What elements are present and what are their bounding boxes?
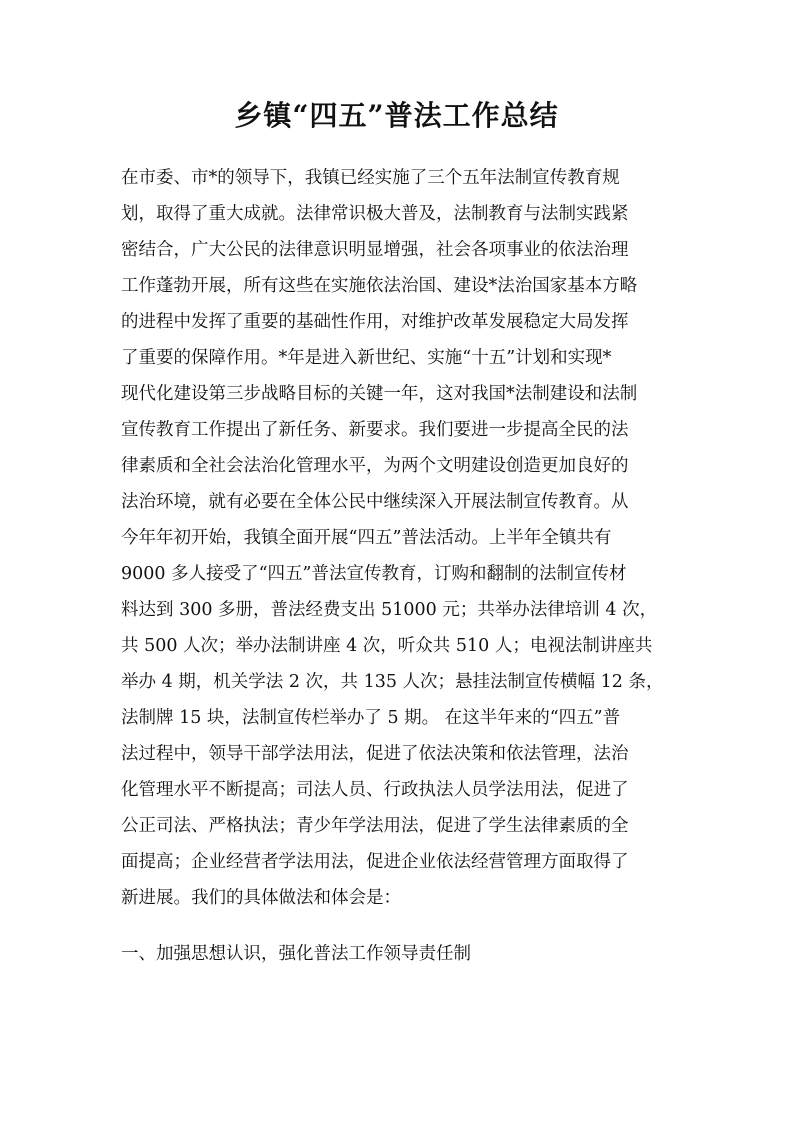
paragraph-line: 密结合，广大公民的法律意识明显增强，社会各项事业的依法治理 — [121, 240, 629, 260]
paragraph-line: 今年年初开始，我镇全面开展“四五”普法活动。上半年全镇共有 — [121, 528, 612, 548]
paragraph-line: 面提高；企业经营者学法用法，促进企业依法经营管理方面取得了 — [121, 852, 629, 872]
paragraph-line: 法制牌 15 块，法制宣传栏举办了 5 期。 在这半年来的“四五”普 — [121, 708, 621, 728]
section-heading: 一、加强思想认识，强化普法工作领导责任制 — [121, 944, 471, 964]
paragraph-line: 9000 多人接受了“四五”普法宣传教育，订购和翻制的法制宣传材 — [121, 564, 627, 584]
paragraph-line: 律素质和全社会法治化管理水平，为两个文明建设创造更加良好的 — [121, 456, 629, 476]
paragraph-line: 料达到 300 多册，普法经费支出 51000 元；共举办法律培训 4 次， — [121, 600, 658, 620]
paragraph-line: 工作蓬勃开展，所有这些在实施依法治国、建设*法治国家基本方略 — [121, 276, 638, 296]
paragraph-line: 的进程中发挥了重要的基础性作用，对维护改革发展稳定大局发挥 — [121, 312, 629, 332]
document-title: 乡镇“四五”普法工作总结 — [234, 99, 559, 132]
paragraph-line: 新进展。我们的具体做法和体会是： — [121, 888, 401, 908]
body-paragraph — [121, 160, 681, 916]
paragraph-line: 宣传教育工作提出了新任务、新要求。我们要进一步提高全民的法 — [121, 420, 629, 440]
paragraph-line: 现代化建设第三步战略目标的关键一年，这对我国*法制建设和法制 — [121, 384, 638, 404]
paragraph-line: 化管理水平不断提高；司法人员、行政执法人员学法用法，促进了 — [121, 780, 629, 800]
paragraph-line: 划，取得了重大成就。法律常识极大普及，法制教育与法制实践紧 — [121, 204, 629, 224]
paragraph-line: 法过程中，领导干部学法用法，促进了依法决策和依法管理，法治 — [121, 744, 629, 764]
paragraph-line: 公正司法、严格执法；青少年学法用法，促进了学生法律素质的全 — [121, 816, 629, 836]
paragraph-line: 在市委、市*的领导下，我镇已经实施了三个五年法制宣传教育规 — [121, 168, 620, 188]
paragraph-line: 了重要的保障作用。*年是进入新世纪、实施“十五”计划和实现* — [121, 348, 612, 368]
paragraph-line: 举办 4 期，机关学法 2 次，共 135 人次；悬挂法制宣传横幅 12 条， — [121, 672, 664, 692]
paragraph-line: 法治环境，就有必要在全体公民中继续深入开展法制宣传教育。从 — [121, 492, 629, 512]
paragraph-line: 共 500 人次；举办法制讲座 4 次，听众共 510 人；电视法制讲座共 — [121, 636, 653, 656]
